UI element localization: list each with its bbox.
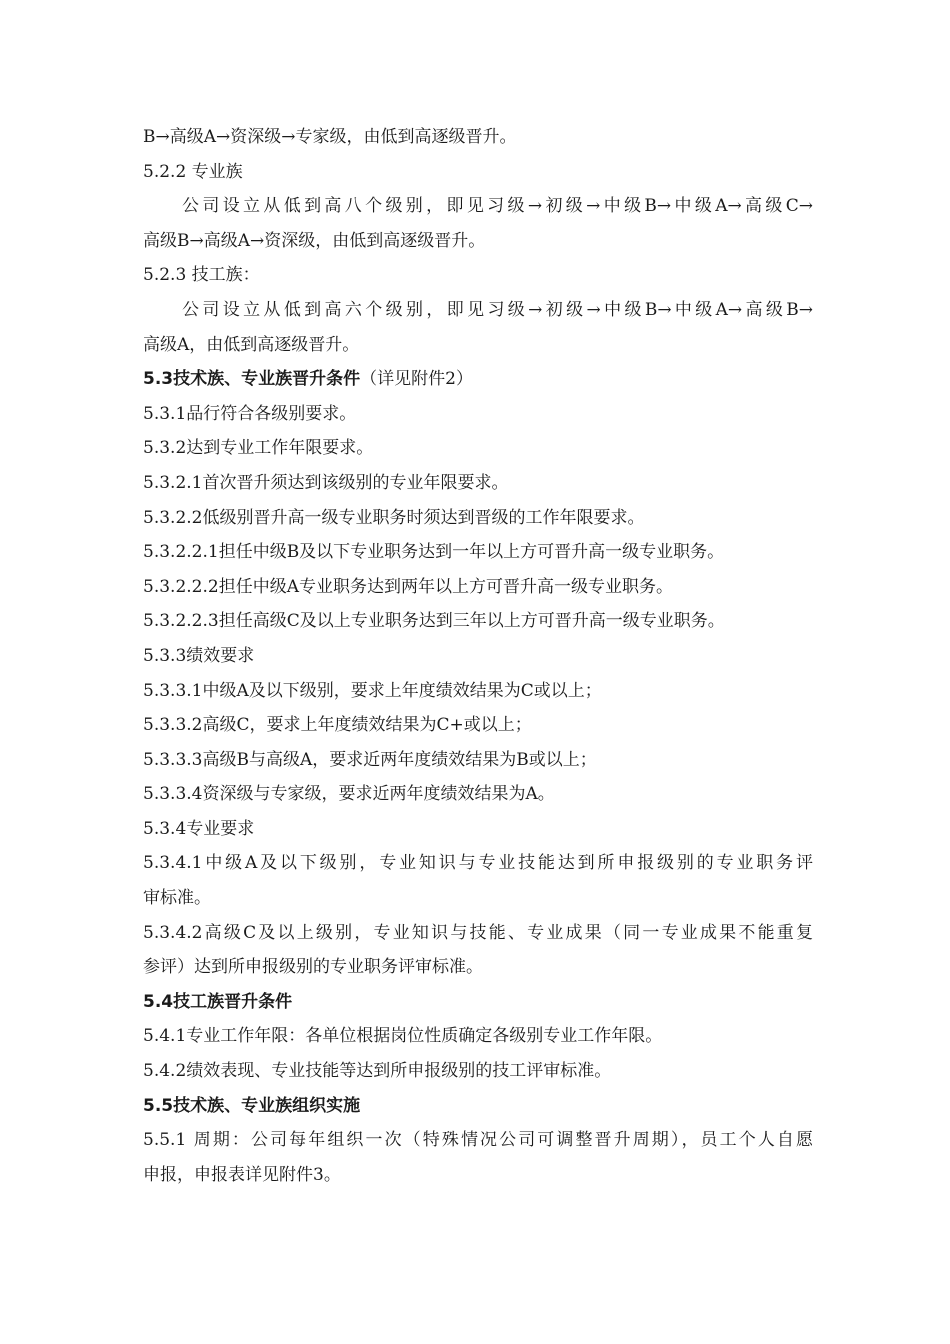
paragraph-line: 公司设立从低到高六个级别，即见习级→初级→中级B→中级A→高级B→	[182, 299, 813, 320]
clause-5-4-1: 5.4.1专业工作年限：各单位根据岗位性质确定各级别专业工作年限。	[143, 1026, 663, 1047]
clause-5-3-4-2-line: 5.3.4.2高级C及以上级别，专业知识与技能、专业成果（同一专业成果不能重复	[143, 922, 813, 943]
clause-5-5-1-line: 5.5.1 周期：公司每年组织一次（特殊情况公司可调整晋升周期），员工个人自愿	[143, 1130, 813, 1151]
clause-5-3-3: 5.3.3绩效要求	[143, 645, 255, 666]
clause-5-3-2-1: 5.3.2.1首次晋升须达到该级别的专业年限要求。	[143, 472, 509, 493]
clause-5-3-3-3: 5.3.3.3高级B与高级A，要求近两年度绩效结果为B或以上；	[143, 749, 597, 770]
clause-5-3-2-2-1: 5.3.2.2.1担任中级B及以下专业职务达到一年以上方可晋升高一级专业职务。	[143, 542, 725, 563]
clause-5-3-4-2-line: 参评）达到所申报级别的专业职务评审标准。	[143, 957, 483, 978]
paragraph-line: 高级A，由低到高逐级晋升。	[143, 334, 360, 355]
clause-5-3-4-1-line: 审标准。	[143, 888, 211, 909]
clause-5-4-2: 5.4.2绩效表现、专业技能等达到所申报级别的技工评审标准。	[143, 1061, 612, 1082]
clause-5-5-1-line: 申报，申报表详见附件3。	[143, 1164, 341, 1185]
paragraph-line: 高级B→高级A→资深级，由低到高逐级晋升。	[143, 230, 486, 251]
clause-5-3-2-2-3: 5.3.2.2.3担任高级C及以上专业职务达到三年以上方可晋升高一级专业职务。	[143, 611, 725, 632]
document-body	[143, 120, 813, 1192]
section-heading-5-4: 5.4技工族晋升条件	[143, 991, 293, 1012]
section-heading-5-3	[143, 362, 813, 397]
clause-5-3-4-1-line: 5.3.4.1中级A及以下级别，专业知识与专业技能达到所申报级别的专业职务评	[143, 853, 813, 874]
section-heading-5-3-title: 5.3技术族、专业族晋升条件	[143, 369, 361, 390]
clause-5-3-1: 5.3.1品行符合各级别要求。	[143, 403, 357, 424]
clause-5-3-2: 5.3.2达到专业工作年限要求。	[143, 438, 374, 459]
clause-5-3-3-1: 5.3.3.1中级A及以下级别，要求上年度绩效结果为C或以上；	[143, 680, 602, 701]
clause-5-3-2-2: 5.3.2.2低级别晋升高一级专业职务时须达到晋级的工作年限要求。	[143, 507, 645, 528]
section-heading-5-2-2: 5.2.2 专业族	[143, 161, 243, 182]
paragraph-line: B→高级A→资深级→专家级，由低到高逐级晋升。	[143, 127, 517, 147]
section-heading-5-5: 5.5技术族、专业族组织实施	[143, 1095, 361, 1116]
paragraph-line: 公司设立从低到高八个级别，即见习级→初级→中级B→中级A→高级C→	[182, 196, 813, 217]
section-heading-5-2-3: 5.2.3 技工族：	[143, 265, 260, 286]
clause-5-3-2-2-2: 5.3.2.2.2担任中级A专业职务达到两年以上方可晋升高一级专业职务。	[143, 576, 673, 597]
clause-5-3-4: 5.3.4专业要求	[143, 818, 255, 839]
clause-5-3-3-2: 5.3.3.2高级C，要求上年度绩效结果为C+或以上；	[143, 715, 532, 736]
section-heading-5-3-note: （详见附件2）	[360, 369, 473, 390]
clause-5-3-3-4: 5.3.3.4资深级与专家级，要求近两年度绩效结果为A。	[143, 784, 555, 805]
